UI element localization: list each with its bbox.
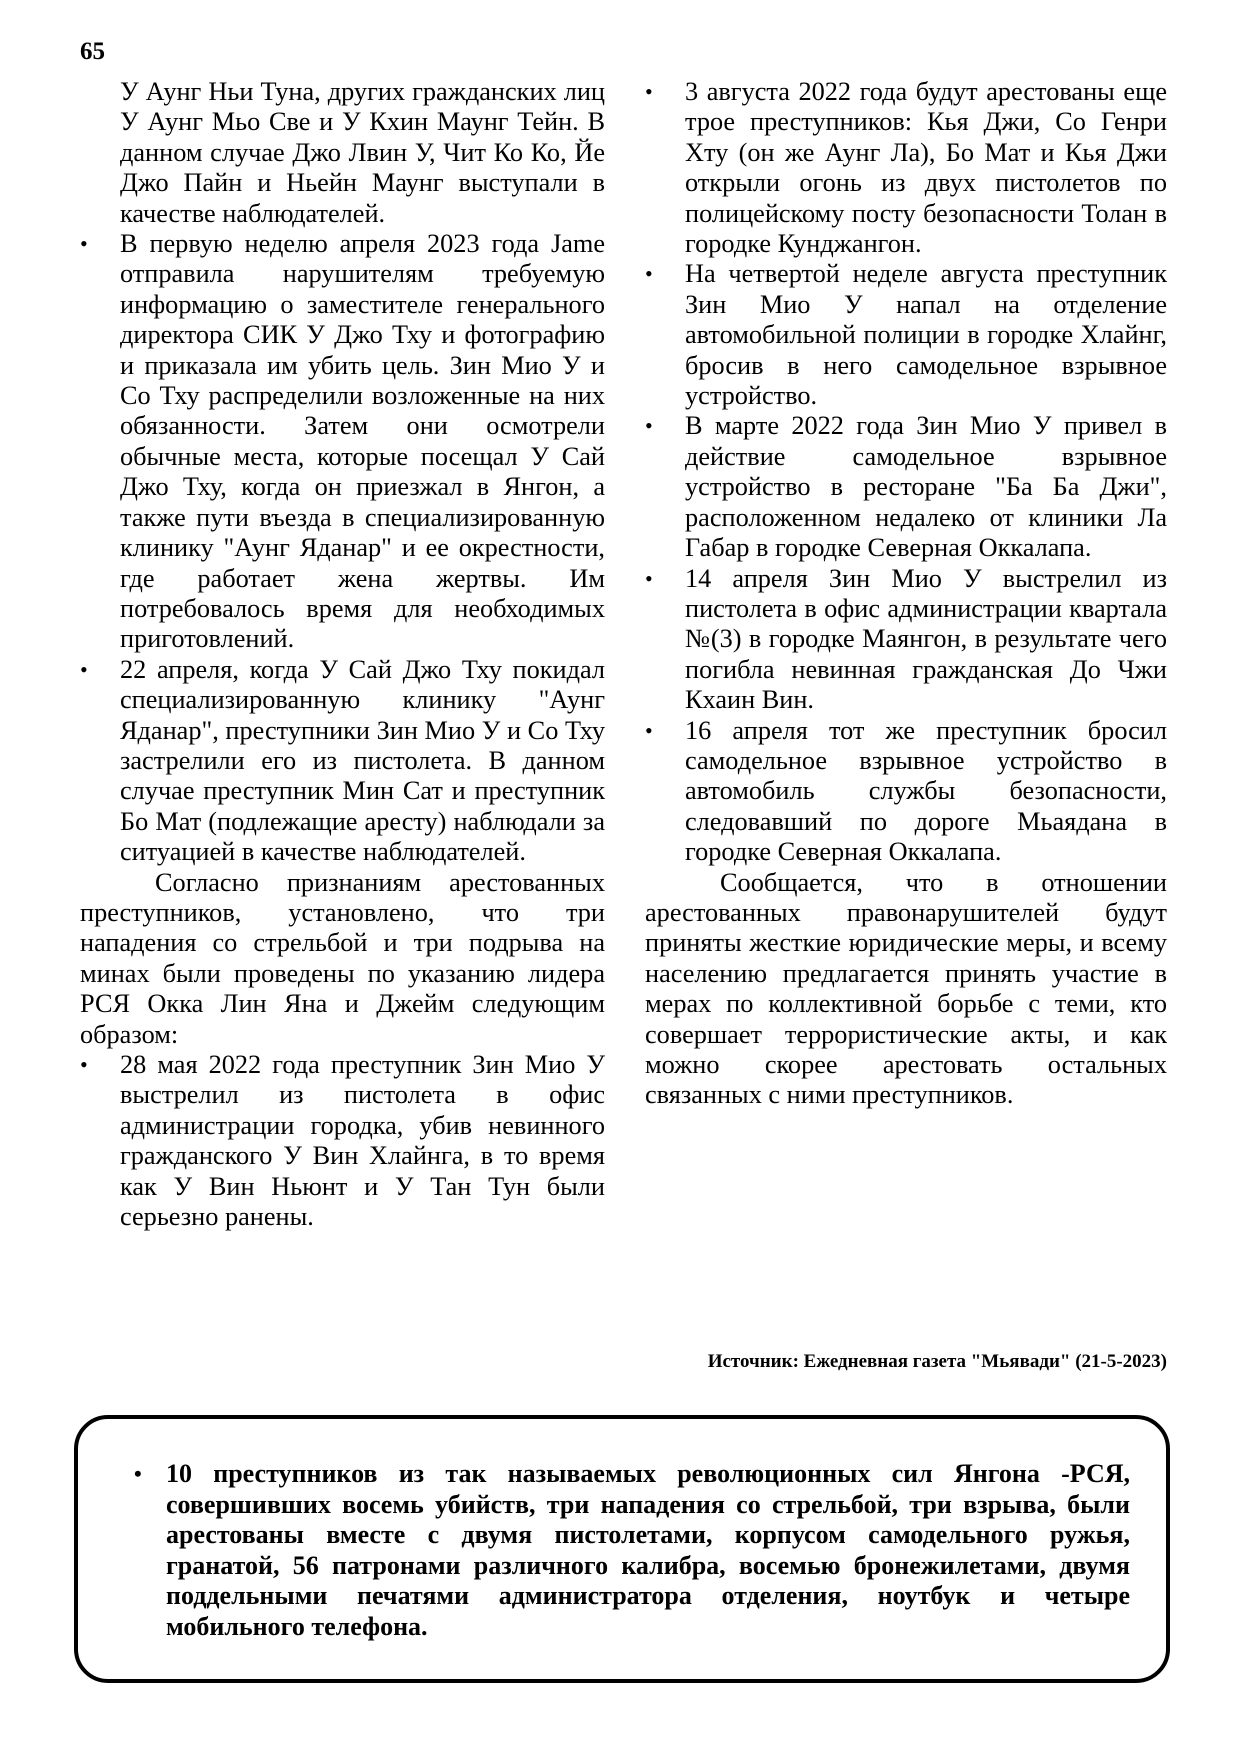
summary-box bbox=[74, 1415, 1170, 1683]
left-column bbox=[80, 77, 605, 1232]
left-bullet-list-2 bbox=[80, 1050, 605, 1232]
source-citation: Источник: Ежедневная газета "Мьявади" (21-5-2023) bbox=[707, 1351, 1167, 1372]
list-item: • На четвертой неделе августа преступник Зин Мио У напал на отделение автомобильной полиции в городке Хлайнг, бросив в него самодельное взрывное устройство. bbox=[645, 259, 1167, 411]
page-number: 65 bbox=[80, 38, 105, 65]
list-item: • 22 апреля, когда У Сай Джо Тху покидал специализированную клинику "Аунг Яданар", преступники Зин Мио У и Со Тху застрелили его из пистолета. В данном случае преступник Мин Сат и преступник Бо Мат (подлежащие аресту) наблюдали за ситуацией в качестве наблюдателей. bbox=[80, 655, 605, 868]
list-item: • 16 апреля тот же преступник бросил самодельное взрывное устройство в автомобиль службы безопасности, следовавший по дороге Мьаядана в городке Северная Оккалапа. bbox=[645, 716, 1167, 868]
list-item: • 3 августа 2022 года будут арестованы еще трое преступников: Кья Джи, Со Генри Хту (он же Аунг Ла), Бо Мат и Кья Джи открыли огонь из двух пистолетов по полицейскому посту безопасности Толан в городке Кунджангон. bbox=[645, 77, 1167, 259]
confession-paragraph: Согласно признаниям арестованных преступников, установлено, что три нападения со стрельбой и три подрыва на минах были проведены по указанию лидера РСЯ Окка Лин Яна и Джейм следующим образом: bbox=[80, 867, 605, 1049]
left-bullet-list bbox=[80, 77, 605, 868]
list-item: • 28 мая 2022 года преступник Зин Мио У выстрелил из пистолета в офис администрации городка, убив невинного гражданского У Вин Хлайнга, в то время как У Вин Ньюнт и У Тан Тун были серьезно ранены. bbox=[80, 1050, 605, 1232]
bullet-icon: • bbox=[134, 1461, 142, 1486]
list-item: • В марте 2022 года Зин Мио У привел в действие самодельное взрывное устройство в ресторане "Ба Ба Джи", расположенном недалеко от клиники Ла Габар в городке Северная Оккалапа. bbox=[645, 411, 1167, 563]
summary-item bbox=[134, 1459, 1130, 1642]
list-item: • 14 апреля Зин Мио У выстрелил из пистолета в офис администрации квартала №(3) в городке Маянгон, в результате чего погибла невинная гражданская До Чжи Кхаин Вин. bbox=[645, 564, 1167, 716]
right-bullet-list bbox=[645, 77, 1167, 868]
summary-text: 10 преступников из так называемых революционных сил Янгона -РСЯ, совершивших восемь убийств, три нападения со стрельбой, три взрыва, были арестованы вместе с двумя пистолетами, корпусом самодельного ружья, гранатой, 56 патронами различного калибра, восемью бронежилетами, двумя поддельными печатями администратора отделения, ноутбук и четыре мобильного телефона. bbox=[166, 1459, 1130, 1641]
right-column bbox=[645, 77, 1167, 1111]
closing-paragraph: Сообщается, что в отношении арестованных правонарушителей будут приняты жесткие юридические меры, и всему населению предлагается принять участие в мерах по коллективной борьбе с теми, кто совершает террористические акты, и как можно скорее арестовать остальных связанных с ними преступников. bbox=[645, 867, 1167, 1110]
list-item: • В первую неделю апреля 2023 года Jame отправила нарушителям требуемую информацию о заместителе генерального директора СИК У Джо Тху и фотографию и приказала им убить цель. Зин Мио У и Со Тху распределили возложенные на них обязанности. Затем они осмотрели обычные места, которые посещал У Сай Джо Тху, когда он приезжал в Янгон, а также пути въезда в специализированную клинику "Аунг Яданар" и ее окрестности, где работает жена жертвы. Им потребовалось время для необходимых приготовлений. bbox=[80, 229, 605, 655]
list-item-continuation: У Аунг Ньи Туна, других гражданских лиц У Аунг Мьо Све и У Кхин Маунг Тейн. В данном случае Джо Лвин У, Чит Ко Ко, Йе Джо Пайн и Ньейн Маунг выступали в качестве наблюдателей. bbox=[120, 77, 605, 228]
